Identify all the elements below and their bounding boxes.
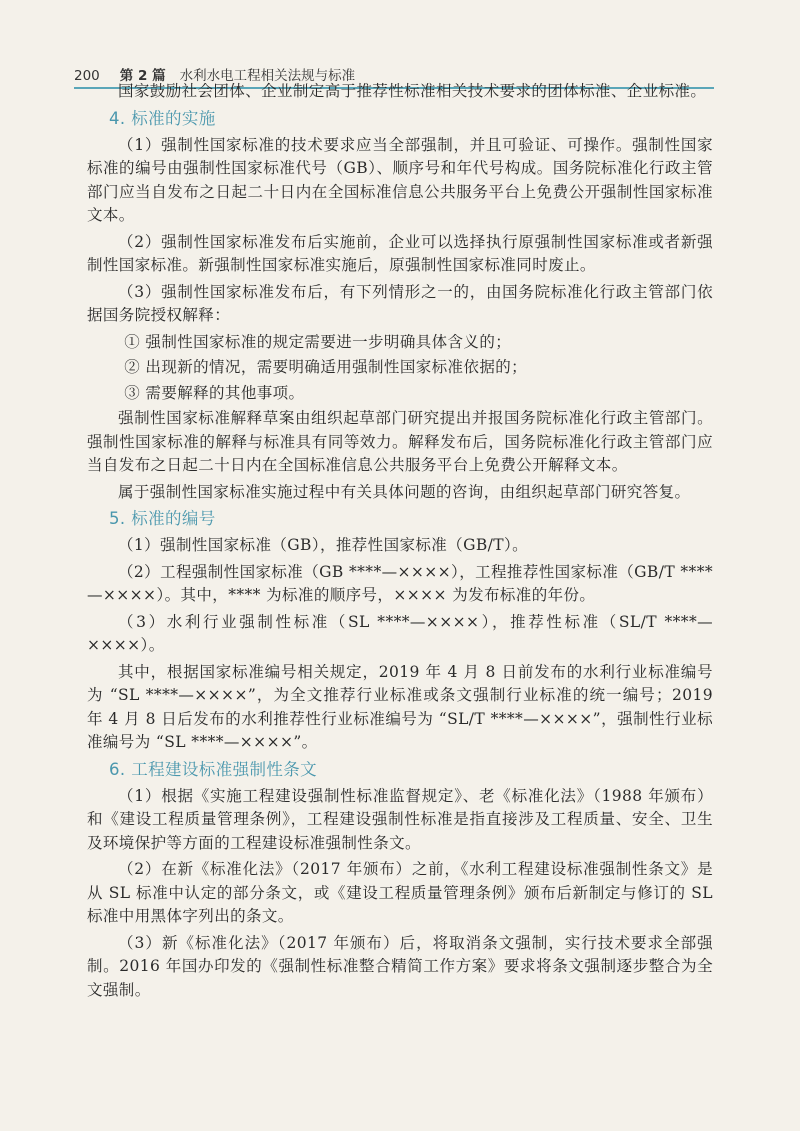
sec4-paragraph-1: （1）强制性国家标准的技术要求应当全部强制，并且可验证、可操作。强制性国家标准的编号由强制性国家标准代号（GB）、顺序号和年代号构成。国务院标准化行政主管部门应当自发布之日起二十日内在全国标准信息公共服务平台上免费公开强制性国家标准文本。 [87,135,713,224]
part-title: 水利水电工程相关法规与标准 [179,68,356,84]
page-number: 200 [74,68,100,84]
sec6-paragraph-3: （3）新《标准化法》（2017 年颁布）后，将取消条文强制，实行技术要求全部强制。2016 年国办印发的《强制性标准整合精简工作方案》要求将条文强制逐步整合为全文强制。 [87,933,713,999]
sec4-list-item-1: ① 强制性国家标准的规定需要进一步明确具体含义的； [124,332,512,351]
sec5-paragraph-4: 其中，根据国家标准编号相关规定，2019 年 4 月 8 日前发布的水利行业标准编号为 “SL ****—××××”，为全文推荐行业标准或条文强制行业标准的统一编号；2019 年 4 月 8 日后发布的水利推荐性行业标准编号为 “SL/T ****—××××”，强制性行业标准编号为 “SL ****—××××”。 [87,662,713,751]
part-label: 第 2 篇 [119,68,166,84]
sec5-paragraph-3: （3）水利行业强制性标准（SL ****—××××），推荐性标准（SL/T ****—××××）。 [87,612,713,654]
sec4-paragraph-4: 强制性国家标准解释草案由组织起草部门研究提出并报国务院标准化行政主管部门。强制性国家标准的解释与标准具有同等效力。解释发布后，国务院标准化行政主管部门应当自发布之日起二十日内在全国标准信息公共服务平台上免费公开解释文本。 [87,409,713,474]
sec4-list-item-2: ② 出现新的情况，需要明确适用强制性国家标准依据的； [124,358,528,376]
section-5-heading: 5. 标准的编号 [109,509,216,528]
sec5-paragraph-2: （2）工程强制性国家标准（GB ****—××××），工程推荐性国家标准（GB/T ****—××××）。其中，**** 为标准的顺序号，×××× 为发布标准的年份。 [87,562,713,604]
intro-paragraph: 国家鼓励社会团体、企业制定高于推荐性标准相关技术要求的团体标准、企业标准。 [118,82,707,100]
section-6-heading: 6. 工程建设标准强制性条文 [109,759,318,779]
sec4-list-item-3: ③ 需要解释的其他事项。 [124,383,305,402]
section-4-heading: 4. 标准的实施 [109,108,216,128]
sec6-paragraph-2: （2）在新《标准化法》（2017 年颁布）之前，《水利工程建设标准强制性条文》是从 SL 标准中认定的部分条文，或《建设工程质量管理条例》颁布后新制定与修订的 SL 标准中用黑体字列出的条文。 [87,860,713,925]
sec4-paragraph-2: （2）强制性国家标准发布后实施前，企业可以选择执行原强制性国家标准或者新强制性国家标准。新强制性国家标准实施后，原强制性国家标准同时废止。 [87,232,713,274]
page-body [87,80,713,1005]
sec4-paragraph-3: （3）强制性国家标准发布后，有下列情形之一的，由国务院标准化行政主管部门依据国务院授权解释： [87,282,713,324]
sec5-paragraph-1: （1）强制性国家标准（GB），推荐性国家标准（GB/T）。 [118,536,529,554]
sec4-paragraph-5: 属于强制性国家标准实施过程中有关具体问题的咨询，由组织起草部门研究答复。 [118,482,691,501]
sec6-paragraph-1: （1）根据《实施工程建设强制性标准监督规定》、老《标准化法》（1988 年颁布）和《建设工程质量管理条例》，工程建设强制性标准是指直接涉及工程质量、安全、卫生及环境保护等方面的工程建设标准强制性条文。 [87,786,713,852]
